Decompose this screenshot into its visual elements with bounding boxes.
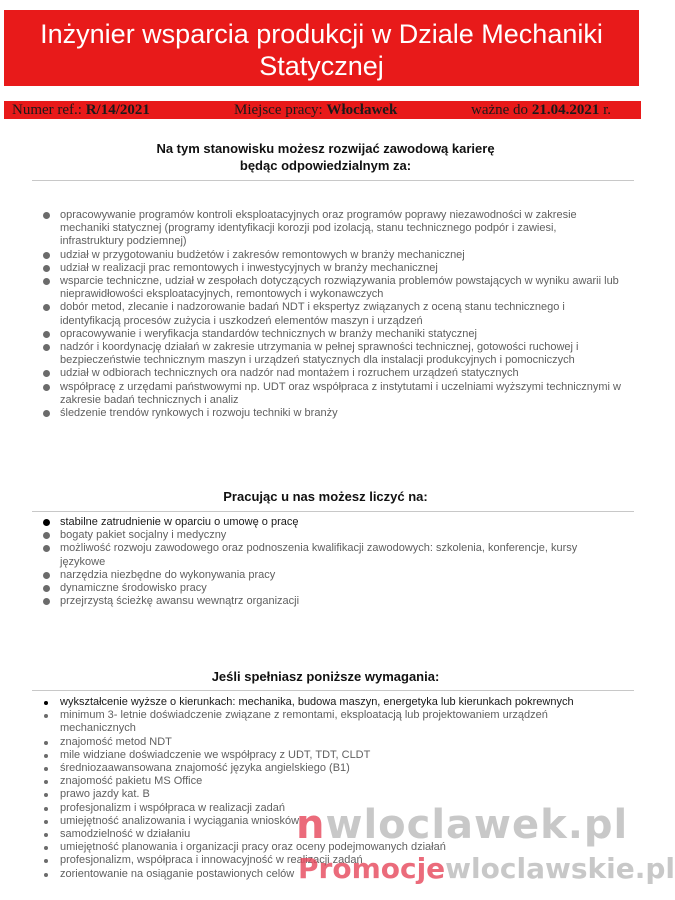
- responsibilities-heading: Na tym stanowisku możesz rozwijać zawodową karierę będąc odpowiedzialnym za:: [156, 141, 495, 173]
- list-item: narzędzia niezbędne do wykonywania pracy: [42, 569, 622, 582]
- requirements-heading: Jeśli spełniasz poniższe wymagania:: [211, 669, 440, 684]
- list-item: znajomość pakietu MS Office: [42, 775, 622, 788]
- list-item: śledzenie trendów rynkowych i rozwoju techniki w branży: [42, 407, 622, 420]
- divider: [32, 180, 634, 181]
- list-item: stabilne zatrudnienie w oparciu o umowę o pracę: [42, 516, 622, 529]
- list-item: profesjonalizm i współpraca w realizacji zadań: [42, 802, 622, 815]
- benefits-list: [42, 516, 622, 608]
- list-item: przejrzystą ścieżkę awansu wewnątrz organizacji: [42, 595, 622, 608]
- list-item: udział w realizacji prac remontowych i inwestycyjnych w branży mechanicznej: [42, 262, 622, 275]
- list-item: nadzór i koordynację działań w zakresie utrzymania w pełnej sprawności technicznej, gotowości ruchowej i bezpieczeństwie technicznym maszyn i urządzeń statycznych dla instalacji produkcyjnych i pomocniczych: [42, 341, 622, 367]
- list-item: mile widziane doświadczenie we współpracy z UDT, TDT, CLDT: [42, 749, 622, 762]
- list-item: współpracę z urzędami państwowymi np. UDT oraz współpraca z instytutami i uczelniami wyższymi technicznymi w zakresie badań technicznych i analiz: [42, 381, 622, 407]
- list-item: wykształcenie wyższe o kierunkach: mechanika, budowa maszyn, energetyka lub kierunkach pokrewnych: [42, 696, 622, 709]
- watermark-promocje: Promocjewloclawskie.pl: [298, 852, 675, 885]
- list-item: udział w przygotowaniu budżetów i zakresów remontowych w branży mechanicznej: [42, 249, 622, 262]
- list-item: wsparcie techniczne, udział w zespołach dotyczących rozwiązywania problemów powstających w wyniku awarii lub nieprawidłowości eksploatacyjnych, remontowych i wykonawczych: [42, 275, 622, 301]
- list-item: minimum 3- letnie doświadczenie związane z remontami, eksploatacją lub projektowaniem urządzeń mechanicznych: [42, 709, 622, 735]
- divider: [32, 690, 634, 691]
- valid-until: ważne do 21.04.2021 r.: [471, 102, 611, 118]
- list-item: prawo jazdy kat. B: [42, 788, 622, 801]
- list-item: znajomość metod NDT: [42, 736, 622, 749]
- job-title-line1: Inżynier wsparcia produkcji w Dziale Mechaniki: [40, 19, 603, 49]
- responsibilities-list: [42, 209, 622, 420]
- list-item: umiejętność planowania i organizacji pracy oraz oceny podejmowanych działań: [42, 841, 622, 854]
- job-title-banner: [4, 10, 639, 86]
- list-item: dobór metod, zlecanie i nadzorowanie badań NDT i ekspertyz związanych z oceną stanu technicznego i identyfikacją procesów zużycia i uszkodzeń elementów maszyn i urządzeń: [42, 301, 622, 327]
- list-item: udział w odbiorach technicznych ora nadzór nad montażem i rozruchem urządzeń statycznych: [42, 367, 622, 380]
- job-title-line2: Statycznej: [259, 51, 384, 81]
- list-item: samodzielność w działaniu: [42, 828, 622, 841]
- benefits-heading: Pracując u nas możesz liczyć na:: [223, 489, 428, 504]
- reference-bar: [4, 101, 641, 119]
- list-item: dynamiczne środowisko pracy: [42, 582, 622, 595]
- reference-number: Numer ref.: R/14/2021: [12, 102, 150, 118]
- list-item: profesjonalizm, współpraca i innowacyjność w realizacji zadań: [42, 854, 622, 867]
- list-item: zorientowanie na osiąganie postawionych celów: [42, 868, 622, 881]
- watermark-nwloclawek: nwloclawek.pl: [296, 802, 629, 848]
- list-item: bogaty pakiet socjalny i medyczny: [42, 529, 622, 542]
- divider: [32, 511, 634, 512]
- list-item: umiejętność analizowania i wyciągania wniosków: [42, 815, 622, 828]
- list-item: opracowywanie i weryfikacja standardów technicznych w branży mechaniki statycznej: [42, 328, 622, 341]
- list-item: możliwość rozwoju zawodowego oraz podnoszenia kwalifikacji zawodowych: szkolenia, konferencje, kursy językowe: [42, 542, 622, 568]
- list-item: średniozaawansowana znajomość języka angielskiego (B1): [42, 762, 622, 775]
- list-item: opracowywanie programów kontroli eksploatacyjnych oraz programów poprawy niezawodności w zakresie mechaniki statycznej (programy identyfikacji korozji pod izolacją, stanu technicznego podpór i zawiesi, infrastruktury podziemnej): [42, 209, 622, 249]
- work-location: Miejsce pracy: Włocławek: [234, 102, 398, 118]
